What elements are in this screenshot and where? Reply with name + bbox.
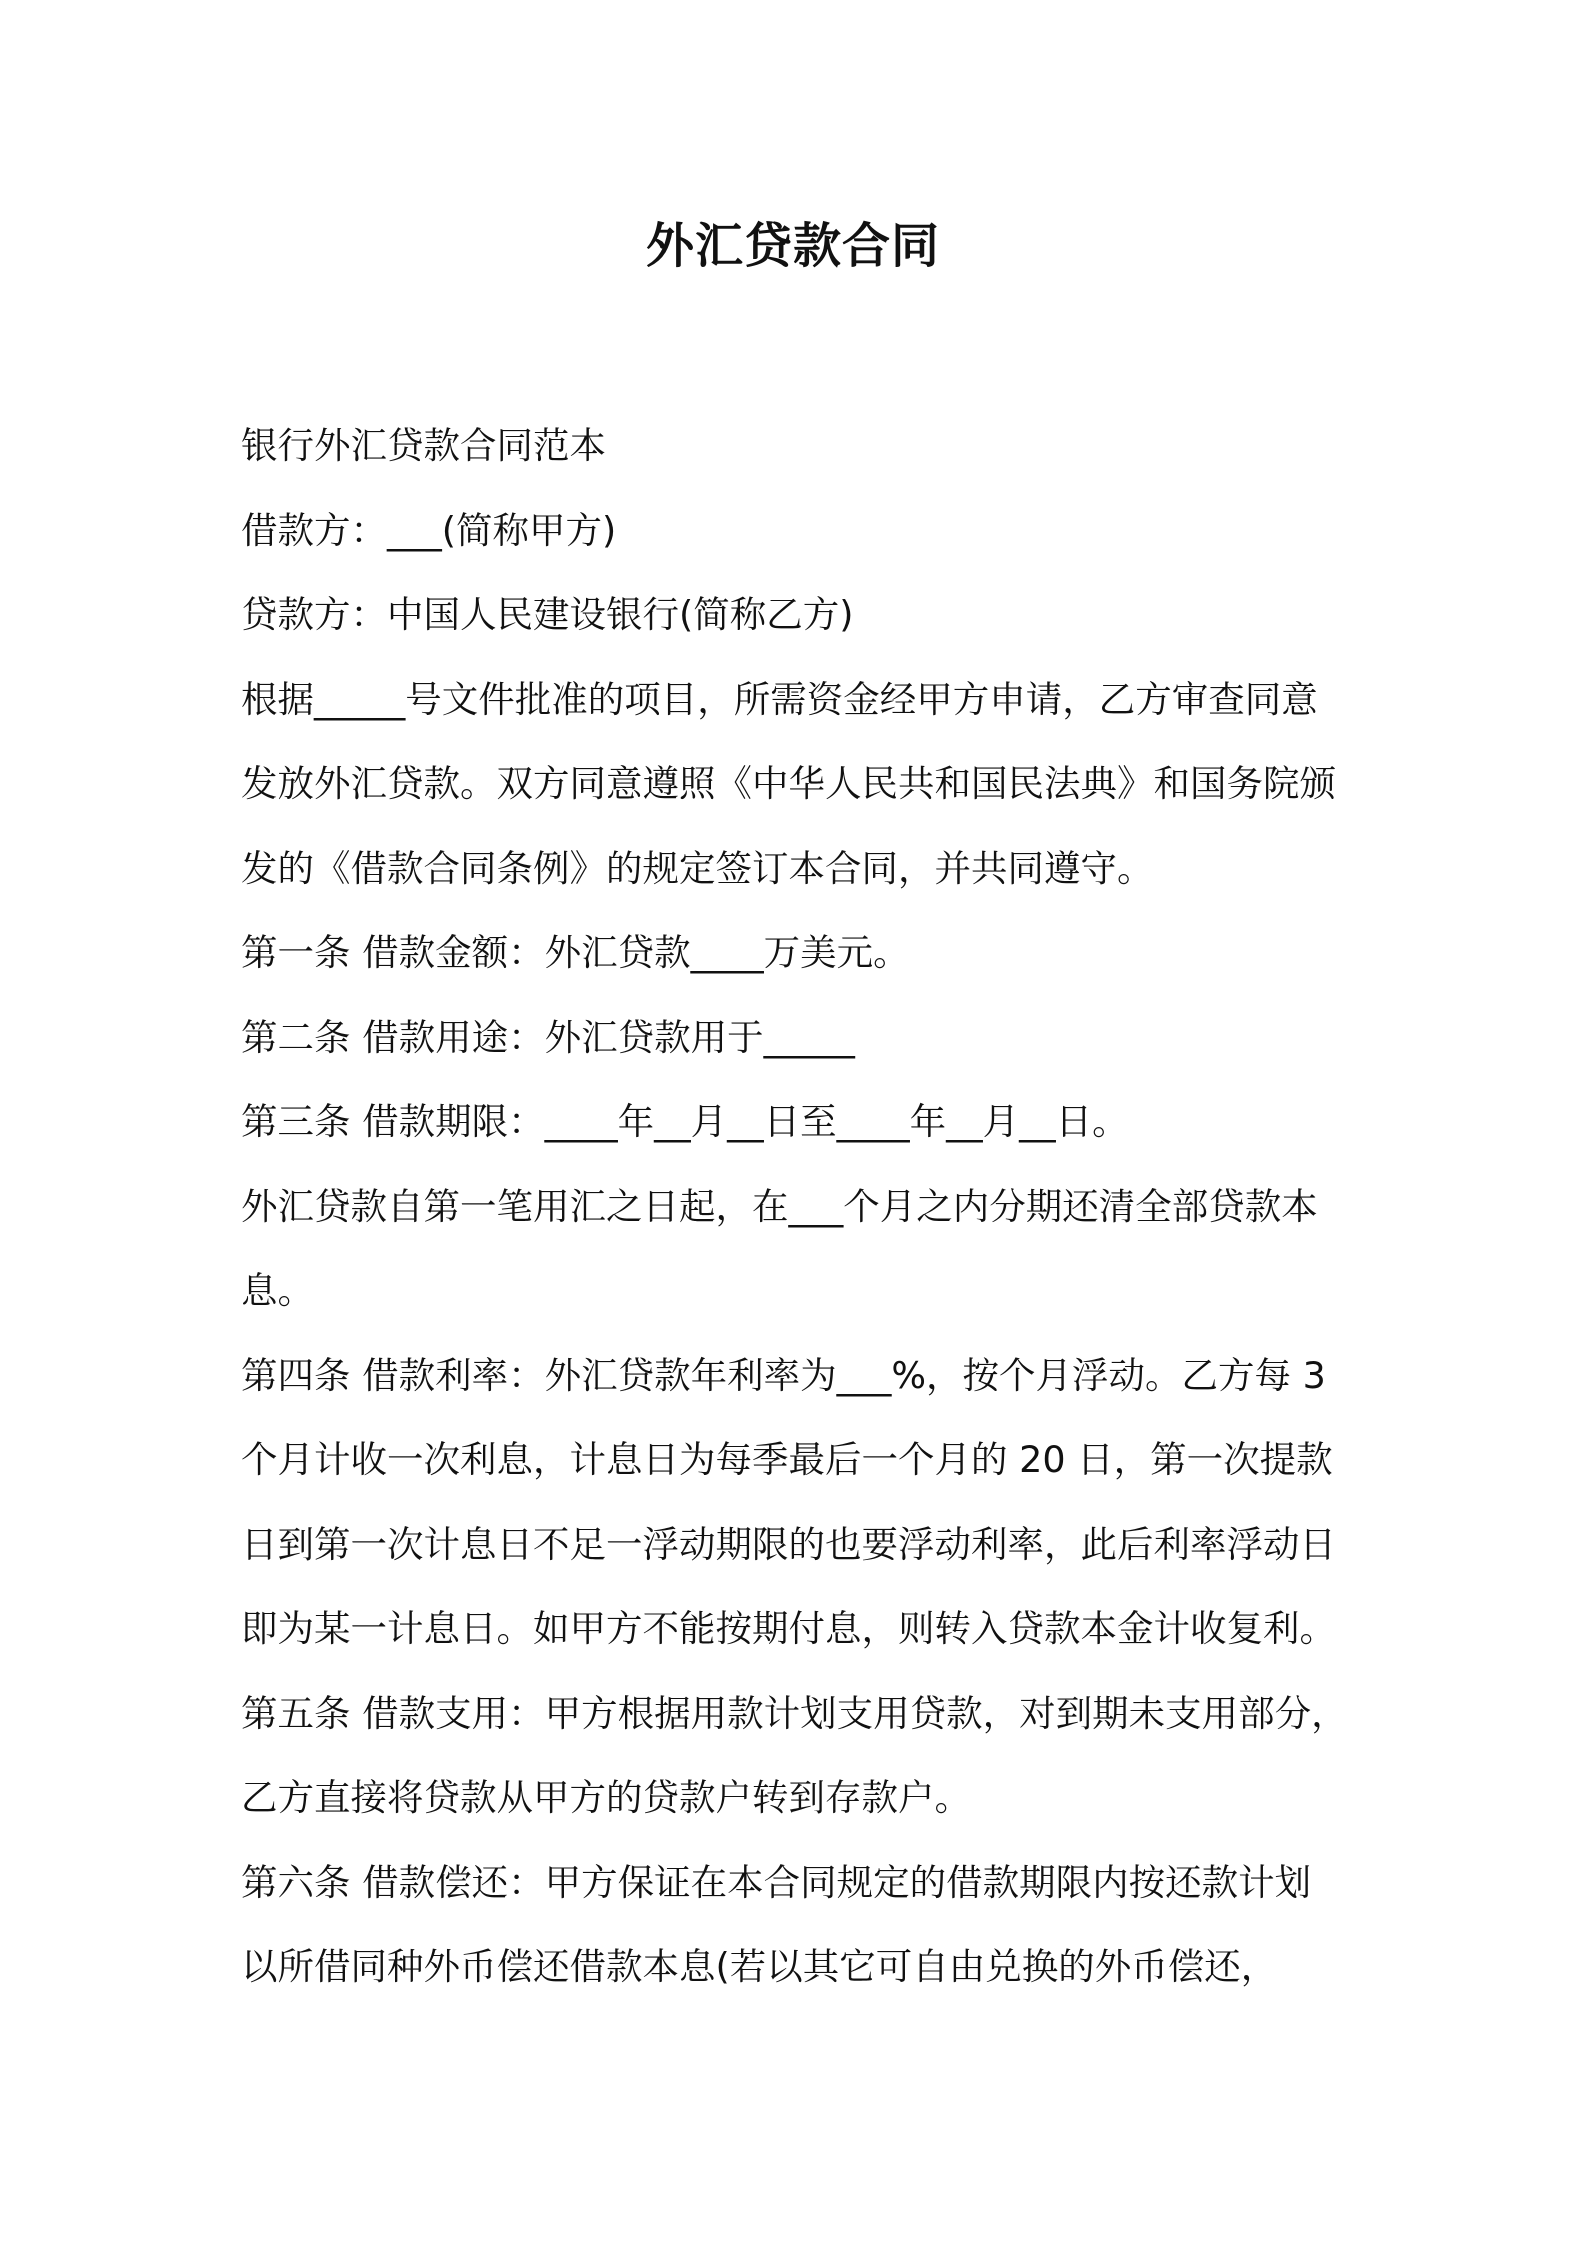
body-line: 以所借同种外币偿还借款本息(若以其它可自由兑换的外币偿还， [241, 1945, 1278, 1988]
article-2-line: 第二条 借款用途：外汇贷款用于_____ [241, 1015, 855, 1059]
body-line: 借款方：___(简称甲方) [241, 508, 617, 552]
body-line: 息。 [241, 1269, 314, 1312]
body-line: 乙方直接将贷款从甲方的贷款户转到存款户。 [241, 1776, 971, 1819]
article-4-line: 第四条 借款利率：外汇贷款年利率为___%，按个月浮动。乙方每 3 [241, 1353, 1326, 1397]
body-line: 个月计收一次利息，计息日为每季最后一个月的 20 日，第一次提款 [241, 1438, 1333, 1481]
body-line: 外汇贷款自第一笔用汇之日起，在___个月之内分期还清全部贷款本 [241, 1184, 1318, 1228]
document-body [241, 404, 1361, 2010]
article-5-line: 第五条 借款支用：甲方根据用款计划支用贷款，对到期未支用部分， [241, 1691, 1348, 1735]
body-line: 贷款方：中国人民建设银行(简称乙方) [241, 593, 854, 636]
article-6-line: 第六条 借款偿还：甲方保证在本合同规定的借款期限内按还款计划 [241, 1860, 1312, 1904]
document-title: 外汇贷款合同 [645, 218, 940, 274]
body-line: 即为某一计息日。如甲方不能按期付息，则转入贷款本金计收复利。 [241, 1607, 1336, 1650]
body-line: 根据_____号文件批准的项目，所需资金经甲方申请，乙方审查同意 [241, 677, 1318, 721]
article-1-line: 第一条 借款金额：外汇贷款____万美元。 [241, 931, 910, 974]
body-line: 发放外汇贷款。双方同意遵照《中华人民共和国民法典》和国务院颁 [241, 762, 1336, 805]
body-line: 日到第一次计息日不足一浮动期限的也要浮动利率，此后利率浮动日 [241, 1522, 1336, 1566]
body-line: 银行外汇贷款合同范本 [241, 424, 606, 467]
body-line: 发的《借款合同条例》的规定签订本合同，并共同遵守。 [241, 846, 1154, 890]
article-3-line: 第三条 借款期限：____年__月__日至____年__月__日。 [241, 1100, 1129, 1143]
